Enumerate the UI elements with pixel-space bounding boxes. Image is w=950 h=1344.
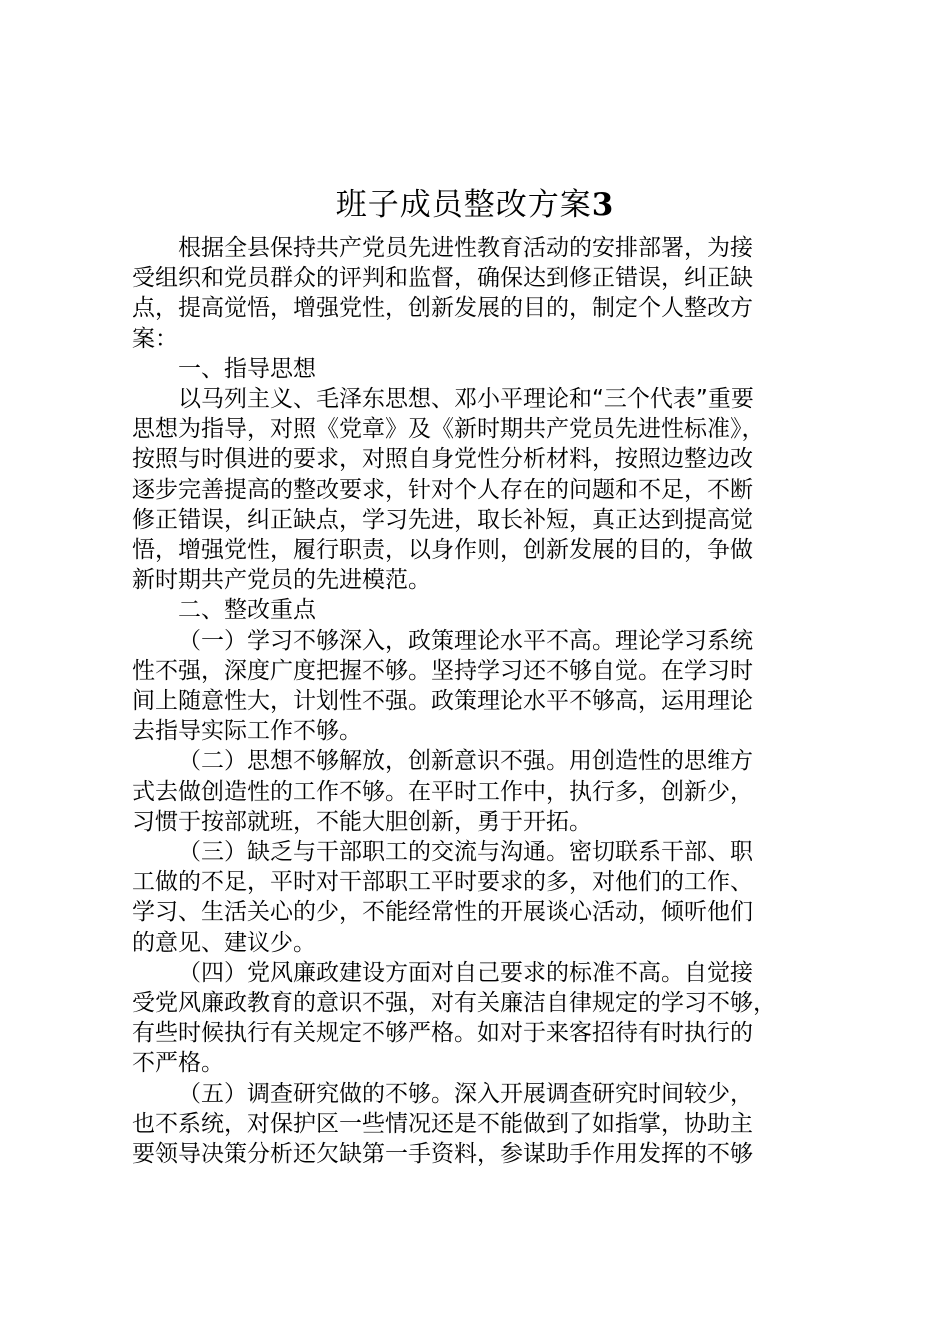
paragraph-line: 案： (132, 325, 178, 352)
paragraph-line: 二、整改重点 (178, 597, 316, 624)
paragraph-heading-2 (132, 595, 832, 625)
paragraph-line: 间上随意性大，计划性不强。政策理论水平不够高，运用理论 (132, 688, 753, 715)
paragraph-line: 受组织和党员群众的评判和监督，确保达到修正错误，纠正缺 (132, 265, 753, 292)
paragraph-line: 工做的不足，平时对干部职工平时要求的多，对他们的工作、 (132, 869, 753, 896)
paragraph-line: 逐步完善提高的整改要求，针对个人存在的问题和不足，不断 (132, 476, 753, 503)
paragraph-line: 按照与时俱进的要求，对照自身党性分析材料，按照边整边改 (132, 446, 753, 473)
paragraph-point-2 (132, 746, 832, 837)
document-body (132, 233, 832, 1169)
paragraph-line: （三）缺乏与干部职工的交流与沟通。密切联系干部、职 (178, 839, 753, 866)
document-title (0, 183, 950, 227)
paragraph-heading-1 (132, 354, 832, 384)
paragraph-line: 思想为指导，对照《党章》及《新时期共产党员先进性标准》， (132, 416, 765, 443)
paragraph-line: 习惯于按部就班，不能大胆创新，勇于开拓。 (132, 808, 592, 835)
paragraph-line: 受党风廉政教育的意识不强，对有关廉洁自律规定的学习不够， (132, 990, 776, 1017)
paragraph-line: 根据全县保持共产党员先进性教育活动的安排部署，为接 (178, 235, 753, 261)
paragraph-line: 式去做创造性的工作不够。在平时工作中，执行多，创新少， (132, 778, 753, 805)
paragraph-line: 也不系统，对保护区一些情况还是不能做到了如指掌，协助主 (132, 1110, 753, 1137)
paragraph-line: （五）调查研究做的不够。深入开展调查研究时间较少， (178, 1080, 753, 1107)
paragraph-point-1 (132, 626, 832, 747)
paragraph-line: （二）思想不够解放，创新意识不强。用创造性的思维方 (178, 748, 753, 775)
paragraph-line: 悟，增强党性，履行职责，以身作则，创新发展的目的，争做 (132, 537, 753, 564)
paragraph-line: 以马列主义、毛泽东思想、邓小平理论和“三个代表”重要 (178, 386, 754, 413)
paragraph-line: 新时期共产党员的先进模范。 (132, 567, 431, 594)
paragraph-guiding (132, 384, 832, 595)
paragraph-point-3 (132, 837, 832, 958)
paragraph-line: 有些时候执行有关规定不够严格。如对于来客招待有时执行的 (132, 1020, 753, 1047)
paragraph-line: 要领导决策分析还欠缺第一手资料，参谋助手作用发挥的不够 (132, 1141, 753, 1168)
paragraph-line: （一）学习不够深入，政策理论水平不高。理论学习系统 (178, 627, 753, 654)
paragraph-line: 的意见、建议少。 (132, 929, 316, 956)
paragraph-line: 性不强，深度广度把握不够。坚持学习还不够自觉。在学习时 (132, 657, 753, 684)
paragraph-line: （四）党风廉政建设方面对自己要求的标准不高。自觉接 (178, 959, 753, 986)
paragraph-line: 点，提高觉悟，增强党性，创新发展的目的，制定个人整改方 (132, 295, 753, 322)
paragraph-line: 学习、生活关心的少，不能经常性的开展谈心活动，倾听他们 (132, 899, 753, 926)
title-number: 3 (591, 187, 615, 223)
paragraph-line: 一、指导思想 (178, 355, 316, 382)
paragraph-line: 去指导实际工作不够。 (132, 718, 362, 745)
paragraph-point-4 (132, 958, 832, 1079)
title-text: 班子成员整改方案 (335, 187, 592, 223)
paragraph-line: 修正错误，纠正缺点，学习先进，取长补短，真正达到提高觉 (132, 506, 753, 533)
paragraph-point-5 (132, 1079, 832, 1170)
paragraph-intro (132, 233, 832, 354)
paragraph-line: 不严格。 (132, 1050, 224, 1077)
